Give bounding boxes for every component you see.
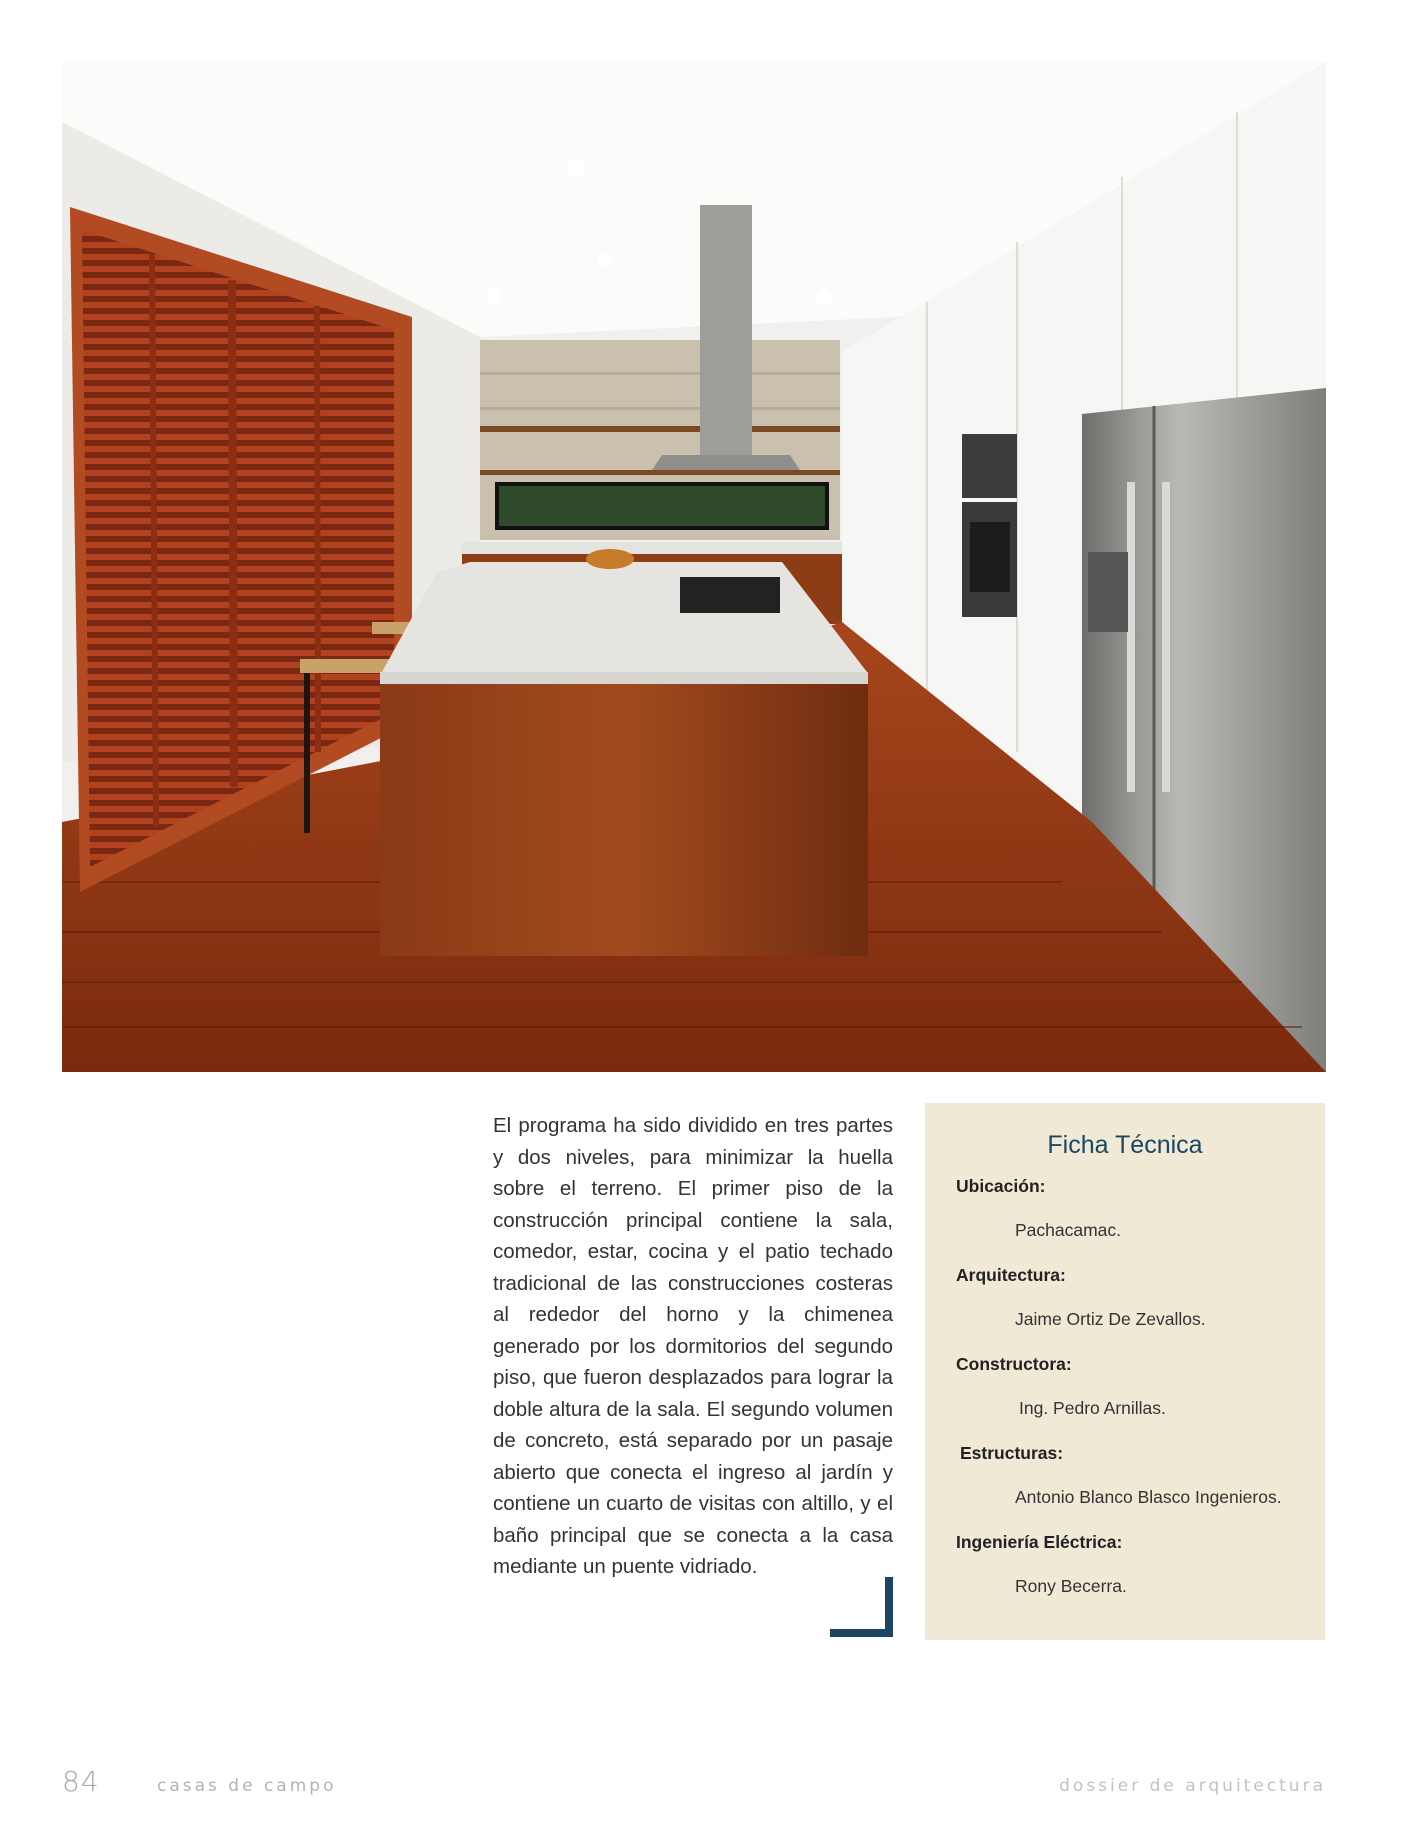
page-footer xyxy=(62,1765,1326,1805)
page-number: 84 xyxy=(62,1765,100,1798)
ficha-label-constructora: Constructora: xyxy=(956,1354,1072,1374)
ficha-title: Ficha Técnica xyxy=(1047,1131,1203,1159)
ficha-label-arquitectura: Arquitectura: xyxy=(956,1265,1066,1285)
ficha-value-estructuras: Antonio Blanco Blasco Ingenieros. xyxy=(1015,1487,1282,1507)
ficha-value-constructora: Ing. Pedro Arnillas. xyxy=(1019,1398,1166,1418)
publication-name: casas de campo xyxy=(157,1776,337,1796)
ficha-value-ingenieria-electrica: Rony Becerra. xyxy=(1015,1576,1127,1596)
ficha-value-ubicacion: Pachacamac. xyxy=(1015,1220,1122,1240)
corner-decoration xyxy=(830,1577,893,1637)
ficha-label-estructuras: Estructuras: xyxy=(960,1443,1064,1463)
section-name: dossier de arquitectura xyxy=(1059,1776,1326,1796)
kitchen-photo xyxy=(62,62,1326,1072)
kitchen-illustration xyxy=(62,62,1326,1072)
ficha-label-ingenieria-electrica: Ingeniería Eléctrica: xyxy=(956,1532,1123,1552)
ficha-value-arquitectura: Jaime Ortiz De Zevallos. xyxy=(1015,1309,1206,1329)
ficha-tecnica-box xyxy=(925,1103,1325,1640)
article-body: El programa ha sido dividido en tres partes y dos niveles, para minimizar la huella sobre el terreno. El primer piso de la construcción principal contiene la sala, comedor, estar, cocina y el patio techado tradicional de las construcciones costeras al rededor del horno y la chimenea generado por los dormitorios del segundo piso, que fueron desplazados para lograr la doble altura de la sala. El segundo volumen de concreto, está separado por un pasaje abierto que conecta el ingreso al jardín y contiene un cuarto de visitas con altillo, y el baño principal que se conecta a la casa mediante un puente vidriado. xyxy=(493,1114,893,1578)
ficha-label-ubicacion: Ubicación: xyxy=(956,1176,1046,1196)
